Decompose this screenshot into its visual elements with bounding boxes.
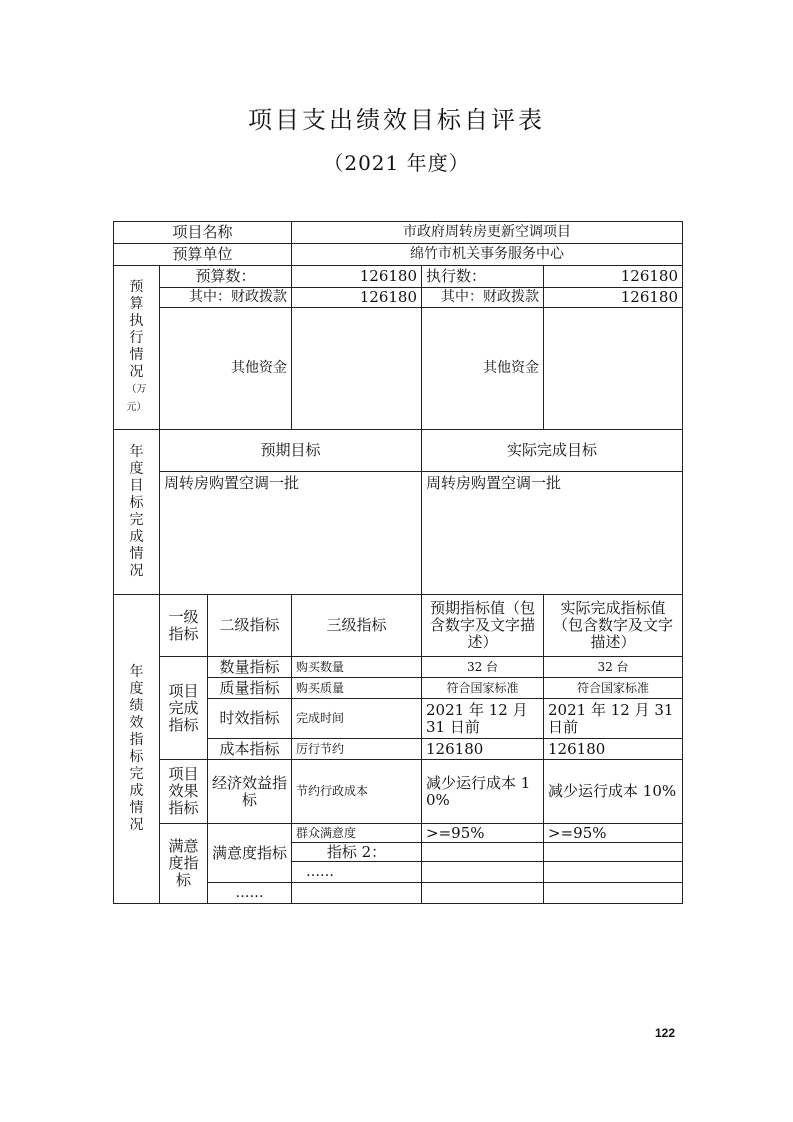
actual-value-cell: 2021 年 12 月 31 日前 [544, 699, 683, 739]
table-row [114, 472, 683, 595]
level2-cell: …… [208, 883, 292, 904]
table-row [114, 760, 683, 824]
other-funds-label: 其他资金 [160, 308, 292, 430]
budget-section-label [114, 266, 160, 430]
expected-goal-header: 预期目标 [160, 430, 422, 472]
level3-cell: …… [292, 862, 422, 883]
budget-section-text: 预算执行情况 [129, 278, 144, 380]
table-row [114, 266, 683, 288]
fiscal-value: 126180 [292, 288, 422, 308]
actual-value-cell: 126180 [544, 739, 683, 760]
actual-value-header: 实际完成指标值（包含数字及文字描述） [544, 595, 683, 657]
table-row [114, 244, 683, 266]
satisfaction-group-label: 满意度指标 [160, 824, 208, 904]
budget-unit-value: 绵竹市机关事务服务中心 [292, 244, 683, 266]
annual-goal-label [114, 430, 160, 595]
other-funds-exec-value [544, 308, 683, 430]
expected-value-cell [422, 883, 544, 904]
table-row [114, 430, 683, 472]
expected-value-cell: >=95% [422, 824, 544, 843]
actual-goal-header: 实际完成目标 [422, 430, 683, 472]
other-funds-exec-label: 其他资金 [422, 308, 544, 430]
actual-goal-text: 周转房购置空调一批 [422, 472, 683, 595]
level3-cell: 厉行节约 [292, 739, 422, 760]
table-row [114, 288, 683, 308]
table-row [114, 308, 683, 430]
level3-cell: 群众满意度 [292, 824, 422, 843]
actual-value-cell: 符合国家标准 [544, 678, 683, 699]
level3-cell: 购买质量 [292, 678, 422, 699]
other-funds-value [292, 308, 422, 430]
fiscal-exec-value: 126180 [544, 288, 683, 308]
actual-value-cell [544, 843, 683, 862]
level2-header: 二级指标 [208, 595, 292, 657]
actual-value-cell: >=95% [544, 824, 683, 843]
actual-value-cell [544, 883, 683, 904]
level3-cell: 完成时间 [292, 699, 422, 739]
page-number: 122 [655, 1026, 676, 1040]
level2-cell: 质量指标 [208, 678, 292, 699]
fiscal-label: 其中：财政拨款 [160, 288, 292, 308]
table-row [114, 595, 683, 657]
table-row [114, 222, 683, 244]
project-name-label: 项目名称 [114, 222, 292, 244]
actual-value-cell: 32 台 [544, 657, 683, 678]
level3-cell: 节约行政成本 [292, 760, 422, 824]
level2-cell: 满意度指标 [208, 824, 292, 883]
expected-value-cell [422, 862, 544, 883]
annual-goal-text: 年度目标完成情况 [129, 444, 144, 579]
expected-goal-text: 周转房购置空调一批 [160, 472, 422, 595]
page-subtitle: （2021 年度） [323, 151, 470, 175]
expected-value-cell: 32 台 [422, 657, 544, 678]
expected-value-cell: 2021 年 12 月 31 日前 [422, 699, 544, 739]
level1-header: 一级指标 [160, 595, 208, 657]
exec-amount-value: 126180 [544, 266, 683, 288]
level3-cell [292, 883, 422, 904]
page-title: 项目支出绩效目标自评表 [248, 106, 545, 134]
level3-header: 三级指标 [292, 595, 422, 657]
budget-amount-value: 126180 [292, 266, 422, 288]
expected-value-cell [422, 843, 544, 862]
self-evaluation-table [113, 221, 683, 904]
project-name-value: 市政府周转房更新空调项目 [292, 222, 683, 244]
table-row [114, 824, 683, 843]
actual-value-cell: 减少运行成本 10% [544, 760, 683, 824]
effect-group-label: 项目效果指标 [160, 760, 208, 824]
table-row [114, 657, 683, 678]
expected-value-cell: 126180 [422, 739, 544, 760]
output-group-label: 项目完成指标 [160, 657, 208, 760]
fiscal-exec-label: 其中：财政拨款 [422, 288, 544, 308]
level2-cell: 成本指标 [208, 739, 292, 760]
budget-unit-label: 预算单位 [114, 244, 292, 266]
level2-cell: 数量指标 [208, 657, 292, 678]
level3-cell: 指标 2： [292, 843, 422, 862]
expected-value-header: 预期指标值（包含数字及文字描述） [422, 595, 544, 657]
perf-text: 年度绩效指标完成情况 [129, 664, 144, 833]
perf-label [114, 595, 160, 904]
level3-cell: 购买数量 [292, 657, 422, 678]
expected-value-cell: 减少运行成本 10% [422, 760, 544, 824]
budget-amount-label: 预算数： [160, 266, 292, 288]
level2-cell: 经济效益指标 [208, 760, 292, 824]
level2-cell: 时效指标 [208, 699, 292, 739]
budget-unit-suffix: （万元） [126, 383, 147, 413]
expected-value-cell: 符合国家标准 [422, 678, 544, 699]
exec-amount-label: 执行数： [422, 266, 544, 288]
actual-value-cell [544, 862, 683, 883]
